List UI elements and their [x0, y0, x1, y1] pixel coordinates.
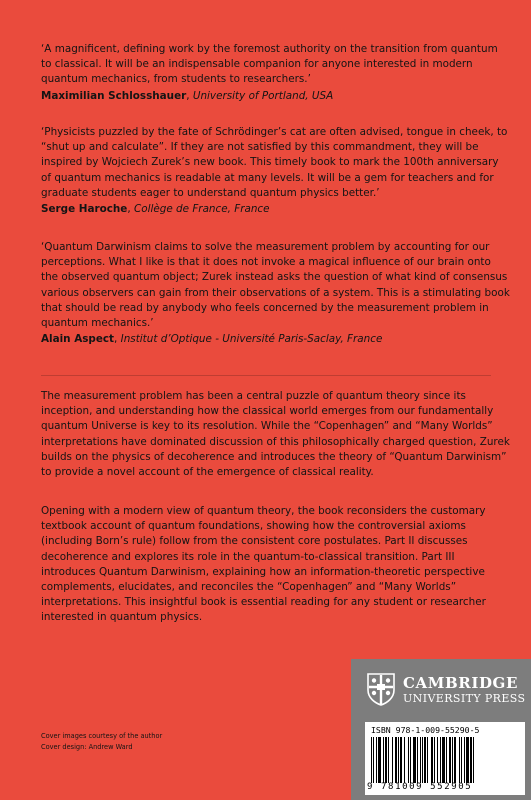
barcode-bar: [383, 737, 384, 783]
barcode-bar: [466, 737, 469, 783]
endorser-name: Maximilian Schlosshauer: [41, 89, 187, 102]
barcode-bar: [461, 737, 462, 783]
barcode-bar: [442, 737, 445, 783]
barcode-bar: [410, 737, 411, 783]
endorsement-attribution: Serge Haroche, Collège de France, France: [41, 203, 270, 216]
barcode-bar: [413, 737, 416, 783]
barcode-bar: [400, 737, 402, 783]
endorsement-attribution: Maximilian Schlosshauer, University of Portland, USA: [41, 89, 334, 102]
endorsement-3: [41, 240, 511, 347]
barcode-bar: [408, 737, 409, 783]
cambridge-shield-icon: [367, 673, 395, 706]
blurb-paragraph-1: The measurement problem has been a central puzzle of quantum theory since its inception, and understanding how the classical world emerges from our fundamentally quantum Universe is key to its resolution. While the “Copenhagen” and “Many Worlds” interpretations have dominated discussion of this philosophically charged question, Zurek builds on the physics of decoherence and introduces the theory of “Quantum Darwinism” to provide a novel account of the emergence of classical reality.: [41, 390, 510, 479]
barcode-bar: [385, 737, 387, 783]
publisher-panel: [351, 659, 531, 800]
barcode-bar: [431, 737, 433, 783]
endorser-affiliation: Collège de France, France: [133, 203, 270, 216]
barcode-bar: [373, 737, 374, 783]
publisher-logo: [367, 673, 525, 706]
barcode-bar: [395, 737, 397, 783]
barcode-bar: [464, 737, 465, 783]
endorser-name: Alain Aspect: [41, 333, 115, 346]
barcode-bar: [420, 737, 421, 783]
barcode-bar: [446, 737, 447, 783]
endorser-affiliation: University of Portland, USA: [192, 89, 334, 102]
barcode-bar: [417, 737, 418, 783]
barcode-bar: [371, 737, 372, 783]
barcode-bar: [422, 737, 423, 783]
divider: [41, 375, 491, 376]
endorsement-1: [41, 42, 511, 104]
cover-credits: [41, 731, 162, 753]
barcode-bar: [392, 737, 393, 783]
endorsement-quote: ‘Physicists puzzled by the fate of Schrödinger’s cat are often advised, tongue in cheek, to “shut up and calculate”. If they are not satisfied by this commandment, they will be inspired by Wojciech Zurek’s new book. This timely book to mark the 100th anniversary of quantum mechanics is readable at many levels. It will be a gem for teachers and for graduate students eager to understand quantum physics better.’: [41, 126, 508, 199]
ean-digits: 9 781009 552905: [367, 782, 473, 792]
barcode-bar: [427, 737, 428, 783]
endorsement-quote: ‘Quantum Darwinism claims to solve the measurement problem by accounting for our perceptions. What I like is that it does not invoke a magical influence of our brain onto the observed quantum object; Zurek instead asks the question of what kind of consensus various observers can gain from their observations of a system. This is a stimulating book that should be read by anybody who feels concerned by the measurement problem in quantum mechanics.’: [41, 241, 510, 330]
barcode-bar: [452, 737, 453, 783]
barcode-bar: [424, 737, 426, 783]
cover-design-credit: Cover design: Andrew Ward: [41, 743, 133, 751]
endorsement-attribution: Alain Aspect, Institut d’Optique - Université Paris-Saclay, France: [41, 333, 383, 346]
barcode: [365, 722, 525, 795]
barcode-bar: [376, 737, 377, 783]
endorsement-2: [41, 125, 511, 217]
barcode-bar: [434, 737, 435, 783]
publisher-name-line2: UNIVERSITY PRESS: [403, 691, 526, 705]
publisher-name-line1: CAMBRIDGE: [403, 673, 518, 692]
barcode-bar: [437, 737, 438, 783]
barcode-bar: [404, 737, 405, 783]
endorser-affiliation: Institut d’Optique - Université Paris-Saclay, France: [120, 333, 383, 346]
barcode-bar: [470, 737, 472, 783]
barcode-bars: [371, 737, 519, 783]
barcode-bar: [398, 737, 399, 783]
barcode-bar: [473, 737, 474, 783]
publisher-name: [403, 675, 525, 705]
barcode-bar: [388, 737, 389, 783]
endorsement-quote: ‘A magnificent, defining work by the foremost authority on the transition from quantum to classical. It will be an indispensable companion for anyone interested in modern quantum mechanics, from students to researchers.’: [41, 43, 498, 86]
blurb-paragraph-2: Opening with a modern view of quantum theory, the book reconsiders the customary textbook account of quantum foundations, showing how the controversial axioms (including Born’s rule) follow from the consistent core postulates. Part II discusses decoherence and explores its role in the quantum-to-classical transition. Part III introduces Quantum Darwinism, explaining how an information-theoretic perspective complements, elucidates, and reconciles the “Copenhagen” and “Many Worlds” interpretations. This insightful book is essential reading for any student or researcher interested in quantum physics.: [41, 505, 486, 624]
endorser-name: Serge Haroche: [41, 203, 128, 216]
barcode-bar: [378, 737, 381, 783]
barcode-bar: [454, 737, 456, 783]
isbn-label: ISBN 978-1-009-55290-5: [371, 725, 480, 735]
barcode-bar: [440, 737, 441, 783]
cover-image-credit: Cover images courtesy of the author: [41, 732, 163, 740]
barcode-bar: [449, 737, 451, 783]
barcode-bar: [459, 737, 460, 783]
